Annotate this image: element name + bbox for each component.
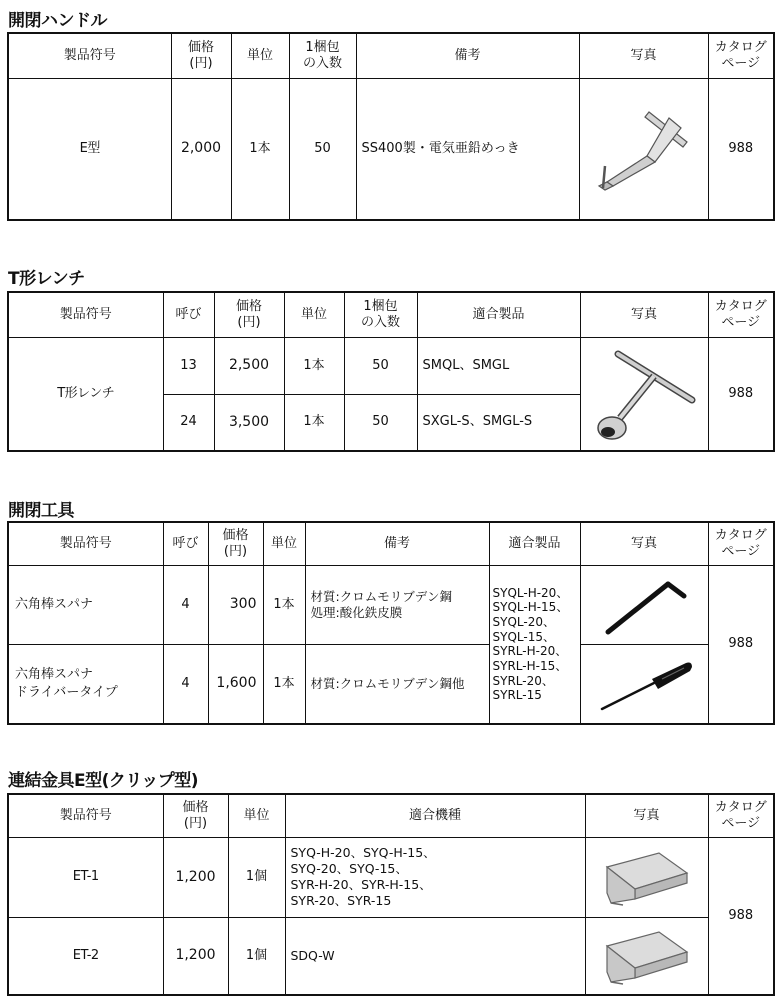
header-photo: 写真 [580,522,708,565]
product-photo [585,837,708,917]
header-compat: 適合製品 [417,292,580,337]
product-unit: 1個 [228,837,285,917]
header-size: 呼び [163,522,208,565]
clip-photo-icon [599,843,695,911]
header-price-text: 価格 (円) [235,299,262,330]
product-note-text: 材質:クロムモリブデン鋼他 [310,675,465,691]
product-code: E型 [8,78,171,220]
product-note [305,565,489,644]
hex-driver-photo-icon [592,649,696,719]
table-header-row [8,522,774,565]
product-code: ET-1 [8,837,163,917]
product-compat: SXGL-S、SMGL-S [417,394,580,451]
product-compat [285,837,585,917]
product-code-text: 六角棒スパナ ドライバータイプ [15,667,118,700]
header-pack-text: 1梱包 の入数 [360,299,400,330]
product-unit: 1本 [263,644,305,724]
table-header-row [8,292,774,337]
header-photo: 写真 [585,794,708,837]
product-unit: 1本 [284,394,344,451]
product-photo [580,644,708,724]
product-unit: 1本 [284,337,344,394]
header-code: 製品符号 [8,33,171,78]
product-note [305,644,489,724]
product-price: 1,600 [208,644,263,724]
header-unit: 単位 [284,292,344,337]
product-unit: 1本 [231,78,289,220]
product-price: 2,000 [171,78,231,220]
header-code: 製品符号 [8,794,163,837]
section-title-handle: 開閉ハンドル [8,11,107,31]
product-catalog: 988 [708,837,774,995]
header-size: 呼び [163,292,214,337]
product-compat [489,565,580,724]
header-pack [289,33,356,78]
header-price-text: 価格 (円) [182,800,209,831]
product-size: 13 [163,337,214,394]
product-compat: SDQ-W [285,917,585,995]
product-photo [580,565,708,644]
product-catalog: 988 [708,565,774,724]
table-row [8,78,774,220]
product-photo [580,337,708,451]
product-code: ET-2 [8,917,163,995]
header-unit: 単位 [228,794,285,837]
header-note: 備考 [305,522,489,565]
table-row [8,565,774,644]
header-catalog [708,794,774,837]
section-title-clip: 連結金具E型(クリップ型) [8,771,198,791]
product-compat: SMQL、SMGL [417,337,580,394]
header-price-text: 価格 (円) [222,528,249,559]
header-catalog [708,292,774,337]
header-compat: 適合機種 [285,794,585,837]
header-photo: 写真 [580,292,708,337]
product-pack: 50 [344,337,417,394]
product-code [8,644,163,724]
header-compat: 適合製品 [489,522,580,565]
header-catalog-text: カタログ ページ [714,528,767,559]
header-price [214,292,284,337]
product-size: 24 [163,394,214,451]
product-price: 1,200 [163,917,228,995]
header-catalog-text: カタログ ページ [714,800,767,831]
t-wrench-photo-icon [588,344,700,444]
header-catalog [708,33,774,78]
product-price: 300 [208,565,263,644]
product-price: 3,500 [214,394,284,451]
header-price [208,522,263,565]
table-header-row [8,794,774,837]
table-row [8,917,774,995]
header-catalog-text: カタログ ページ [714,40,767,71]
header-price [163,794,228,837]
handle-photo-icon [589,104,699,194]
product-unit: 1個 [228,917,285,995]
tools-table [7,521,775,725]
table-row [8,644,774,724]
product-compat-text: SYQ-H-20、SYQ-H-15、 SYQ-20、SYQ-15、 SYR-H-20、SYR-H-15、 SYR-20、SYR-15 [290,845,436,908]
handle-table [7,32,775,221]
product-price: 2,500 [214,337,284,394]
header-unit: 単位 [231,33,289,78]
header-price [171,33,231,78]
product-compat-text: SYQL-H-20、 SYQL-H-15、 SYQL-20、 SYQL-15、 SYRL-H-20、 SYRL-H-15、 SYRL-20、 SYRL-15 [492,585,569,703]
wrench-table [7,291,775,452]
product-unit: 1本 [263,565,305,644]
section-title-wrench: T形レンチ [8,269,85,289]
product-code [8,565,163,644]
product-note: SS400製・電気亜鉛めっき [356,78,579,220]
product-photo [585,917,708,995]
header-pack [344,292,417,337]
product-code-text: 六角棒スパナ [15,596,94,612]
product-size: 4 [163,644,208,724]
header-price-text: 価格 (円) [187,40,214,71]
header-pack-text: 1梱包 の入数 [302,40,342,71]
clip-photo-icon [599,922,695,990]
header-photo: 写真 [579,33,708,78]
table-row [8,837,774,917]
product-code: T形レンチ [8,337,163,451]
header-catalog-text: カタログ ページ [714,299,767,330]
product-catalog: 988 [708,337,774,451]
section-title-tools: 開閉工具 [8,501,74,521]
hex-key-photo-icon [594,570,694,640]
product-catalog: 988 [708,78,774,220]
table-row [8,337,774,394]
product-photo [579,78,708,220]
table-header-row [8,33,774,78]
product-pack: 50 [344,394,417,451]
header-catalog [708,522,774,565]
header-code: 製品符号 [8,292,163,337]
header-unit: 単位 [263,522,305,565]
product-note-text: 材質:クロムモリブデン鋼 処理:酸化鉄皮膜 [310,588,452,620]
header-note: 備考 [356,33,579,78]
product-pack: 50 [289,78,356,220]
clip-table [7,793,775,996]
product-price: 1,200 [163,837,228,917]
header-code: 製品符号 [8,522,163,565]
product-size: 4 [163,565,208,644]
